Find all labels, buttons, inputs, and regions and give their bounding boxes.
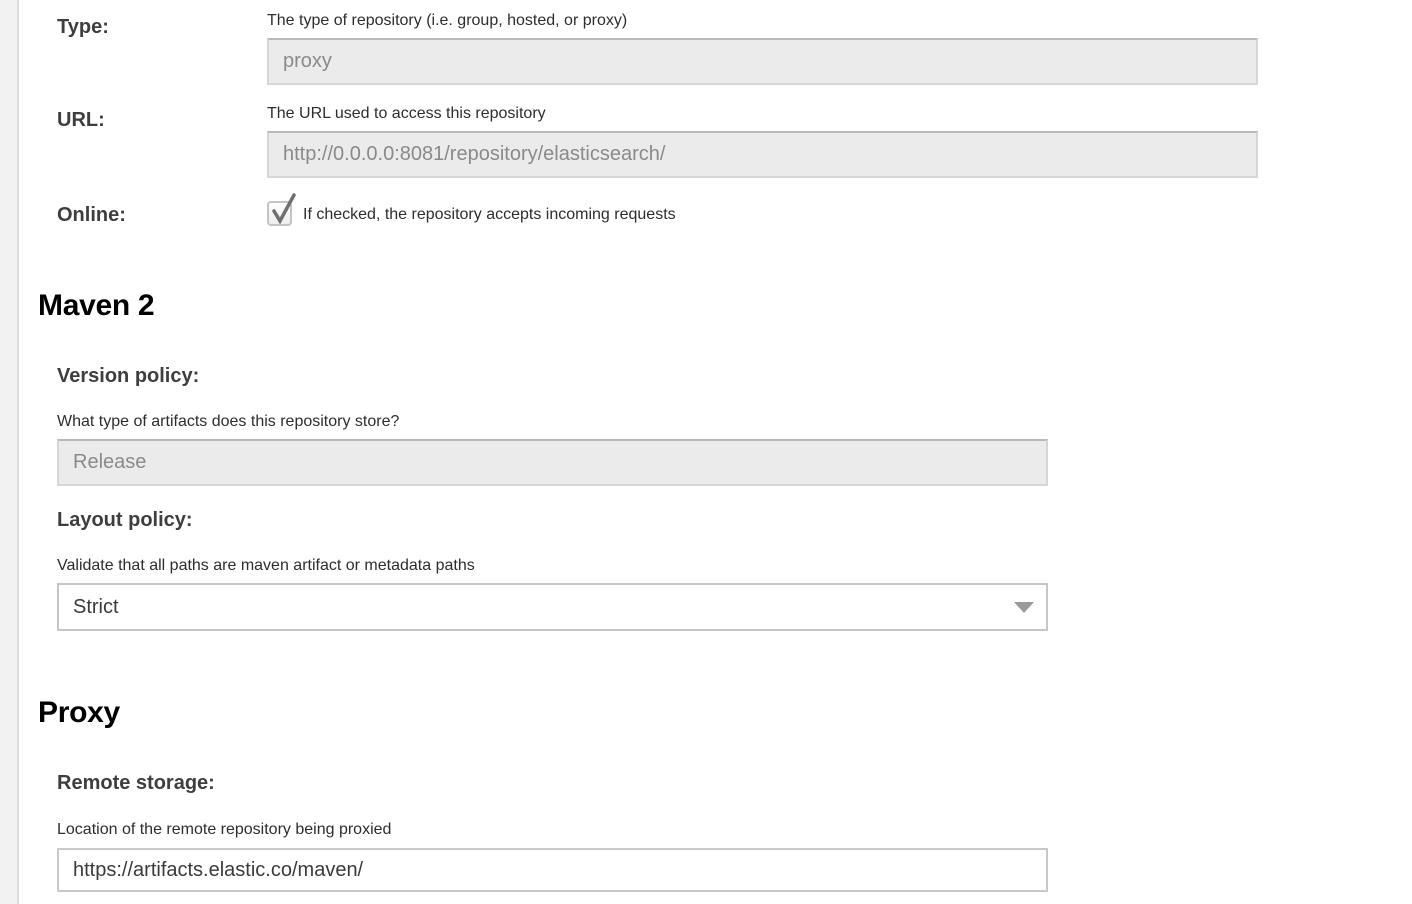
layout-policy-helper-text: Validate that all paths are maven artifact or metadata paths xyxy=(57,557,475,574)
version-policy-helper-text: What type of artifacts does this repository store? xyxy=(57,413,400,430)
version-policy-label: Version policy: xyxy=(57,365,200,387)
online-label: Online: xyxy=(57,204,126,226)
type-label: Type: xyxy=(57,16,109,38)
url-label: URL: xyxy=(57,109,105,131)
online-description: If checked, the repository accepts incoming requests xyxy=(303,206,676,223)
proxy-section-heading: Proxy xyxy=(38,696,120,729)
type-row xyxy=(38,12,1258,85)
remote-storage-helper-text: Location of the remote repository being proxied xyxy=(57,821,392,838)
type-helper-text: The type of repository (i.e. group, hosted, or proxy) xyxy=(267,12,628,29)
repository-settings-form xyxy=(38,12,1258,892)
layout-policy-label: Layout policy: xyxy=(57,509,193,531)
left-gutter-divider xyxy=(0,0,19,904)
url-row xyxy=(38,105,1258,178)
version-policy-field xyxy=(57,439,1048,486)
url-field xyxy=(267,131,1258,178)
remote-storage-input[interactable] xyxy=(57,848,1048,892)
chevron-down-icon xyxy=(1014,602,1034,613)
remote-storage-label: Remote storage: xyxy=(57,772,215,794)
online-row xyxy=(38,200,1258,226)
url-helper-text: The URL used to access this repository xyxy=(267,105,546,122)
online-checkbox[interactable] xyxy=(267,201,292,226)
type-field xyxy=(267,38,1258,85)
layout-policy-dropdown[interactable] xyxy=(57,583,1048,631)
maven2-section-heading: Maven 2 xyxy=(38,289,155,322)
layout-policy-selected-value: Strict xyxy=(73,596,119,618)
